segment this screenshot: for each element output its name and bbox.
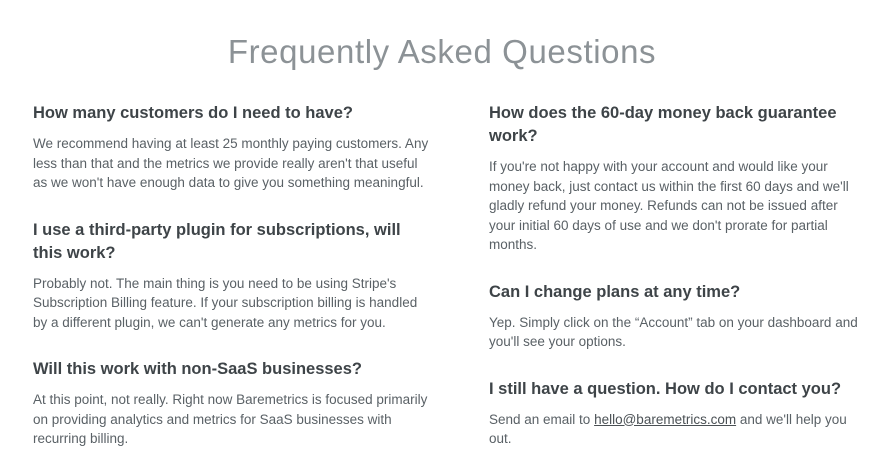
faq-item [489,378,861,449]
faq-item [489,281,861,352]
faq-answer-contact [489,410,861,449]
faq-answer: We recommend having at least 25 monthly paying customers. Any less than that and the metrics we provide really aren't that useful as we won't have enough data to give you something meaningful. [33,136,429,190]
faq-answer: At this point, not really. Right now Baremetrics is focused primarily on providing analytics and metrics for SaaS businesses with recurring billing. [33,392,428,446]
faq-question: How does the 60-day money back guarantee work? [489,104,837,145]
faq-item [33,358,433,449]
faq-item [489,102,861,255]
faq-column-right [489,102,861,449]
faq-answer: Yep. Simply click on the “Account” tab on your dashboard and you'll see your options. [489,314,858,349]
faq-column-left [33,102,433,449]
faq-question: I use a third-party plugin for subscriptions, will this work? [33,220,401,262]
faq-answer: Probably not. The main thing is you need to be using Stripe's Subscription Billing feature. If your subscription billing is handled by a different plugin, we can't generate any metrics for you. [33,275,418,330]
contact-email-link[interactable]: hello@baremetrics.com [594,411,737,427]
faq-question: I still have a question. How do I contact you? [489,379,842,398]
faq-answer-text-after: and we'll help you out. [489,411,847,446]
faq-question: Can I change plans at any time? [489,282,741,301]
faq-columns [0,102,884,449]
faq-question: Will this work with non-SaaS businesses? [33,360,362,378]
page-title: Frequently Asked Questions [227,33,657,70]
faq-answer: If you're not happy with your account and would like your money back, just contact us within the first 60 days and we'll gladly refund your money. Refunds can not be issued after your initial 60 days of use and we don't prorate for partial months. [489,159,849,252]
faq-answer-text-before: Send an email to [489,411,595,427]
faq-item [33,219,433,333]
faq-item [33,102,433,193]
faq-question: How many customers do I need to have? [33,104,353,122]
